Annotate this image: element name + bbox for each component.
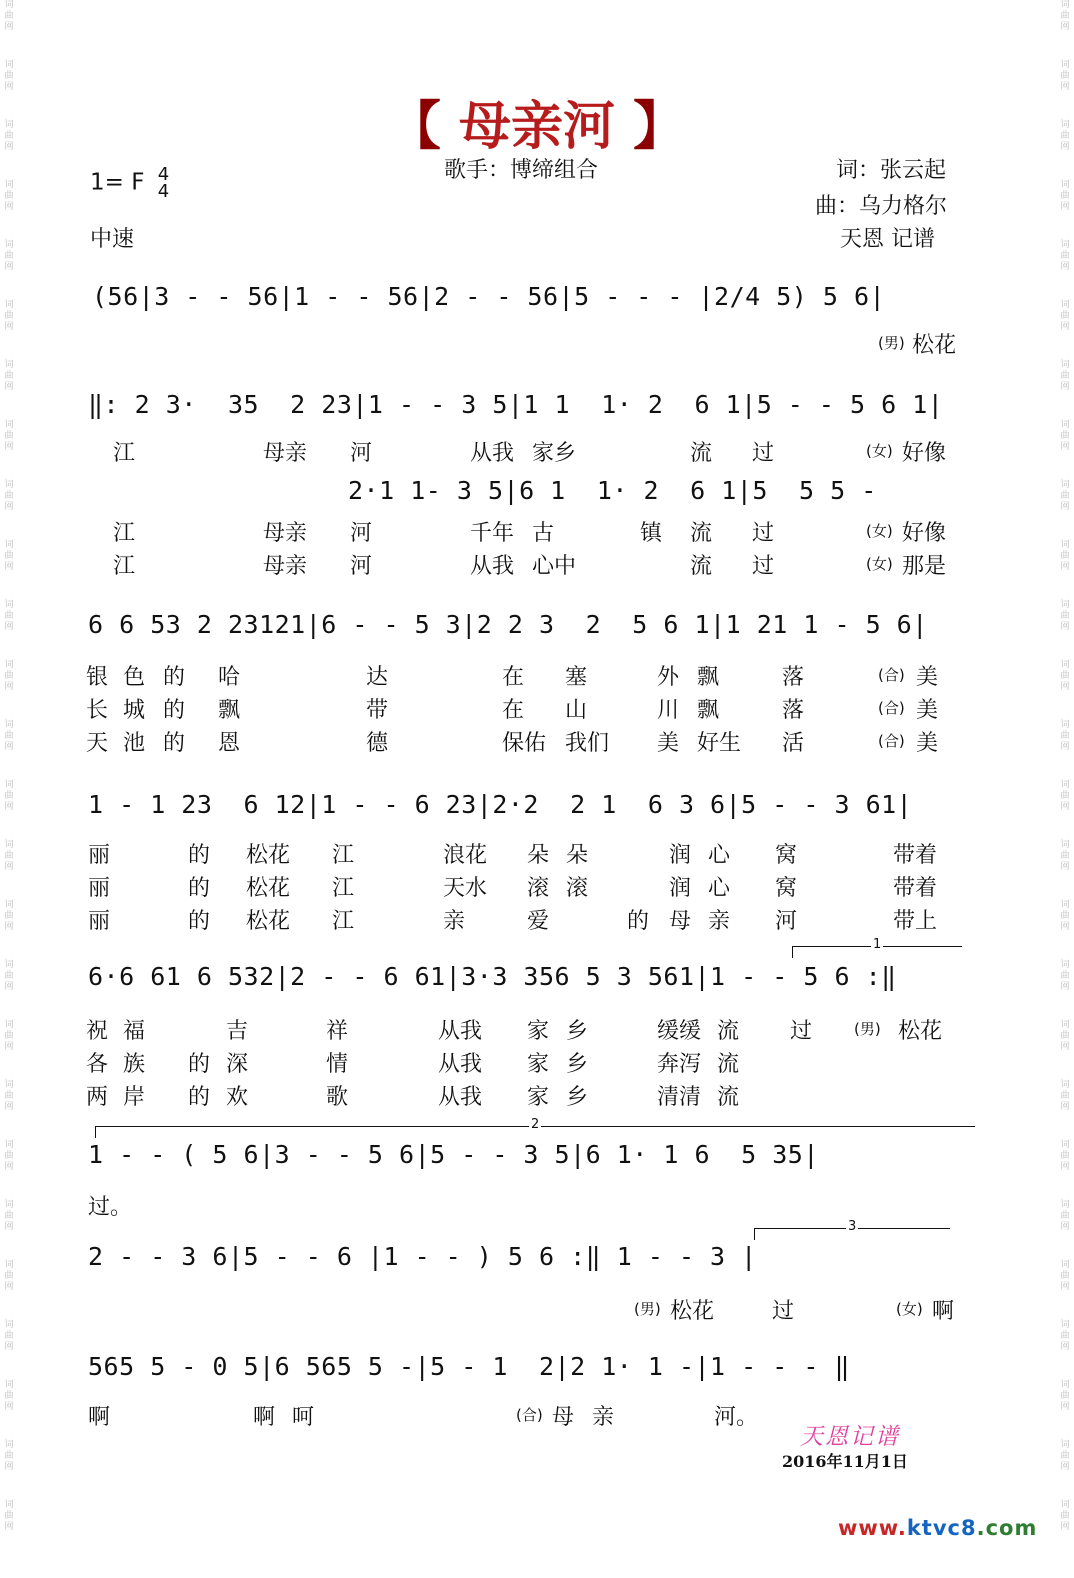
lyric-word: 天水 [443, 876, 488, 901]
lyric-word: 河。 [714, 1405, 759, 1430]
lyric-word: 母亲 [263, 554, 308, 579]
lyric-word: 江 [113, 441, 136, 466]
key-signature: 1= F 4 4 [90, 164, 170, 202]
lyric-word: 松花 [246, 876, 291, 901]
lyric-word: 清清 [657, 1085, 702, 1110]
lyric-word: 乡 [566, 1052, 589, 1077]
lyric-word: 带上 [893, 909, 938, 934]
title-bracket-close: 】 [633, 97, 686, 157]
lyric-word: 美 [916, 731, 939, 756]
title-bracket-open: 【 [388, 97, 441, 157]
website-logo: www.ktvc8.com [838, 1516, 1038, 1540]
lyric-word: 江 [332, 909, 355, 934]
lyric-word: 过 [752, 554, 775, 579]
jianpu-notes: 6·6 61 6 532|2 - - 6 61|3·3 356 5 3 561|1 - - 5 6 :‖ [88, 962, 897, 991]
lyric-word: 丽 [88, 876, 111, 901]
volta-tick [792, 946, 793, 958]
voice-part-marker: (女) [866, 522, 893, 540]
lyric-word: 的 [188, 843, 211, 868]
lyric-word: 城 [123, 698, 146, 723]
volta-number: 2 [531, 1117, 540, 1132]
lyric-word: 达 [366, 665, 389, 690]
voice-part-marker: (合) [878, 699, 905, 717]
lyric-word: 过。 [88, 1195, 133, 1220]
lyric-word: 镇 [640, 521, 663, 546]
jianpu-notes: 1 - - ( 5 6|3 - - 5 6|5 - - 3 5|6 1· 1 6 5 35| [88, 1140, 819, 1169]
lyric-word: 江 [113, 554, 136, 579]
lyric-word: 哈 [218, 665, 241, 690]
lyric-word: 情 [326, 1052, 349, 1077]
lyric-word: 从我 [470, 441, 515, 466]
lyric-word: 心 [708, 876, 731, 901]
lyric-word: 啊 [253, 1405, 276, 1430]
lyric-word: 落 [782, 698, 805, 723]
lyric-word: 的 [163, 665, 186, 690]
lyric-word: 奔泻 [657, 1052, 702, 1077]
lyric-word: 流 [717, 1085, 740, 1110]
voice-part-marker: (合) [516, 1406, 543, 1424]
lyric-line [0, 1190, 1074, 1220]
lyric-word: 流 [717, 1052, 740, 1077]
lyric-word: 飘 [697, 665, 720, 690]
lyric-word: 滚 [527, 876, 550, 901]
lyric-word: 家乡 [532, 441, 577, 466]
lyric-word: 河 [775, 909, 798, 934]
lyric-word: 福 [123, 1019, 146, 1044]
jianpu-notes: 6 6 53 2 23121|6 - - 5 3|2 2 3 2 5 6 1|1 21 1 - 5 6| [88, 610, 928, 639]
lyric-word: 飘 [218, 698, 241, 723]
volta-tick [95, 1126, 96, 1138]
jianpu-notes: 1 - 1 23 6 12|1 - - 6 23|2·2 2 1 6 3 6|5 - - 3 61| [88, 790, 913, 819]
lyric-word: 好像 [902, 521, 947, 546]
lyric-word: 松花 [670, 1299, 715, 1324]
lyric-word: 朵 [566, 843, 589, 868]
lyric-word: 落 [782, 665, 805, 690]
lyric-word: 爱 [527, 909, 550, 934]
lyric-word: 歌 [326, 1085, 349, 1110]
lyric-word: 流 [690, 521, 713, 546]
lyric-word: 的 [188, 909, 211, 934]
lyric-word: 从我 [438, 1019, 483, 1044]
voice-part-marker: (女) [866, 442, 893, 460]
lyric-word: 过 [772, 1299, 795, 1324]
lyric-word: 流 [690, 554, 713, 579]
lyric-word: 江 [332, 843, 355, 868]
lyric-word: 飘 [697, 698, 720, 723]
voice-part-marker: (男) [878, 334, 905, 352]
voice-part-marker: (男) [634, 1300, 661, 1318]
lyric-word: 带 [366, 698, 389, 723]
lyric-word: 的 [627, 909, 650, 934]
lyric-word: 恩 [218, 731, 241, 756]
voice-part-marker: (女) [866, 555, 893, 573]
lyric-word: 那是 [902, 554, 947, 579]
tempo-marking: 中速 [90, 227, 135, 252]
volta-tick [754, 1228, 755, 1240]
lyric-word: 活 [782, 731, 805, 756]
lyric-word: 窝 [775, 876, 798, 901]
lyric-line [0, 1014, 1074, 1044]
lyric-word: 江 [332, 876, 355, 901]
lyric-line [0, 1294, 1074, 1324]
lyric-word: 家 [527, 1052, 550, 1077]
lyric-word: 乡 [566, 1019, 589, 1044]
lyric-word: 河 [350, 554, 373, 579]
lyric-word: 川 [657, 698, 680, 723]
voice-part-marker: (女) [896, 1300, 923, 1318]
right-watermark-column: 词 曲 网 词 曲 网 词 曲 网 词 曲 网 词 曲 网 词 曲 网 词 曲 网 词 曲 网 词 曲 网 词 曲 网 词 曲 网 词 曲 网 词 曲 网 词 曲 网 词 曲 网 词 曲 网 词 曲 网 词 曲 网 词 曲 网 词 曲 网 词 曲 网 词 曲 网 词 曲 网 词 曲 网 词 曲 网 词 曲 网 [1060, 0, 1070, 1532]
volta-number: 1 [873, 937, 882, 952]
lyric-word: 过 [752, 441, 775, 466]
lyric-word: 河 [350, 521, 373, 546]
lyric-word: 美 [916, 665, 939, 690]
lyric-word: 两 [86, 1085, 109, 1110]
jianpu-notes: 565 5 - 0 5|6 565 5 -|5 - 1 2|2 1· 1 -|1 - - - ‖ [88, 1352, 851, 1381]
lyric-line [0, 1400, 1074, 1430]
song-title [0, 84, 1074, 159]
lyric-word: 好生 [697, 731, 742, 756]
lyric-word: 家 [527, 1019, 550, 1044]
lyric-line [0, 436, 1074, 466]
time-signature: 4 4 [157, 164, 170, 202]
lyric-word: 滚 [566, 876, 589, 901]
lyric-word: 浪花 [443, 843, 488, 868]
lyric-word: 族 [123, 1052, 146, 1077]
lyric-word: 丽 [88, 909, 111, 934]
lyric-line [0, 1080, 1074, 1110]
lyric-word: 亲 [592, 1405, 615, 1430]
lyric-word: 心 [708, 843, 731, 868]
voice-part-marker: (合) [878, 666, 905, 684]
lyric-line [0, 549, 1074, 579]
lyric-word: 母 [552, 1405, 575, 1430]
lyric-word: 心中 [532, 554, 577, 579]
volta-number: 3 [848, 1219, 857, 1234]
lyric-word: 的 [188, 1085, 211, 1110]
lyric-word: 各 [86, 1052, 109, 1077]
transcriber-credit: 天恩 记谱 [840, 227, 935, 252]
lyric-word: 好像 [902, 441, 947, 466]
lyric-word: 池 [123, 731, 146, 756]
lyric-word: 从我 [470, 554, 515, 579]
lyric-word: 银 [86, 665, 109, 690]
lyric-word: 在 [502, 665, 525, 690]
lyric-word: 家 [527, 1085, 550, 1110]
lyric-word: 松花 [898, 1019, 943, 1044]
lyric-word: 的 [163, 698, 186, 723]
lyric-word: 润 [669, 876, 692, 901]
lyric-word: 松花 [912, 333, 957, 358]
lyric-word: 乡 [566, 1085, 589, 1110]
jianpu-notes: ‖: 2 3· 35 2 23|1 - - 3 5|1 1 1· 2 6 1|5 - - 5 6 1| [88, 390, 944, 419]
lyric-word: 带着 [893, 843, 938, 868]
lyric-word: 古 [532, 521, 555, 546]
lyric-word: 母 [669, 909, 692, 934]
lyric-word: 长 [86, 698, 109, 723]
voice-part-marker: (男) [854, 1020, 881, 1038]
lyric-word: 千年 [470, 521, 515, 546]
lyric-word: 塞 [565, 665, 588, 690]
lyric-word: 啊 [932, 1299, 955, 1324]
voice-part-marker: (合) [878, 732, 905, 750]
singer-credit: 歌手：博缔组合 [444, 158, 599, 183]
lyric-word: 的 [188, 1052, 211, 1077]
lyric-word: 美 [916, 698, 939, 723]
lyric-word: 美 [657, 731, 680, 756]
lyric-word: 缓缓 [657, 1019, 702, 1044]
composer-credit: 曲：乌力格尔 [815, 194, 948, 219]
lyric-word: 过 [790, 1019, 813, 1044]
lyric-word: 母亲 [263, 441, 308, 466]
lyric-word: 深 [226, 1052, 249, 1077]
title-text: 母亲河 [458, 97, 615, 157]
lyric-word: 祥 [326, 1019, 349, 1044]
lyric-word: 天 [86, 731, 109, 756]
lyric-word: 丽 [88, 843, 111, 868]
lyric-word: 呵 [292, 1405, 315, 1430]
jianpu-notes: (56|3 - - 56|1 - - 56|2 - - 56|5 - - - |2/4 5) 5 6| [92, 282, 886, 311]
lyric-word: 亲 [443, 909, 466, 934]
lyric-word: 的 [188, 876, 211, 901]
lyric-word: 亲 [708, 909, 731, 934]
lyric-word: 欢 [226, 1085, 249, 1110]
lyric-word: 润 [669, 843, 692, 868]
lyric-word: 从我 [438, 1085, 483, 1110]
lyric-line [0, 516, 1074, 546]
lyric-word: 保佑 [502, 731, 547, 756]
lyric-word: 的 [163, 731, 186, 756]
lyric-line [0, 904, 1074, 934]
lyric-word: 过 [752, 521, 775, 546]
lyric-line [0, 328, 1074, 358]
jianpu-notes: 2 - - 3 6|5 - - 6 |1 - - ) 5 6 :‖ 1 - - 3 | [88, 1242, 757, 1271]
lyric-word: 色 [123, 665, 146, 690]
lyric-word: 松花 [246, 843, 291, 868]
lyric-line [0, 871, 1074, 901]
lyric-line [0, 693, 1074, 723]
lyric-word: 外 [657, 665, 680, 690]
lyric-word: 母亲 [263, 521, 308, 546]
lyric-word: 我们 [565, 731, 610, 756]
lyric-word: 松花 [246, 909, 291, 934]
lyric-word: 从我 [438, 1052, 483, 1077]
lyric-word: 在 [502, 698, 525, 723]
lyric-line [0, 660, 1074, 690]
lyric-line [0, 1047, 1074, 1077]
lyric-word: 朵 [527, 843, 550, 868]
lyric-word: 窝 [775, 843, 798, 868]
lyric-word: 江 [113, 521, 136, 546]
lyric-word: 山 [565, 698, 588, 723]
lyric-word: 流 [717, 1019, 740, 1044]
lyric-word: 吉 [226, 1019, 249, 1044]
transcription-date: 2016年11月1日 [782, 1452, 908, 1471]
lyric-word: 河 [350, 441, 373, 466]
transcriber-stamp: 天恩记谱 [800, 1424, 900, 1450]
lyric-word: 岸 [123, 1085, 146, 1110]
lyric-word: 德 [366, 731, 389, 756]
lyric-word: 祝 [86, 1019, 109, 1044]
lyric-line [0, 726, 1074, 756]
lyric-word: 啊 [88, 1405, 111, 1430]
lyricist-credit: 词：张云起 [836, 158, 947, 183]
jianpu-notes: 2·1 1- 3 5|6 1 1· 2 6 1|5 5 5 - [348, 476, 877, 505]
left-watermark-column: 词 曲 网 词 曲 网 词 曲 网 词 曲 网 词 曲 网 词 曲 网 词 曲 网 词 曲 网 词 曲 网 词 曲 网 词 曲 网 词 曲 网 词 曲 网 词 曲 网 词 曲 网 词 曲 网 词 曲 网 词 曲 网 词 曲 网 词 曲 网 词 曲 网 词 曲 网 词 曲 网 词 曲 网 词 曲 网 词 曲 网 [2, 0, 16, 1578]
lyric-word: 流 [690, 441, 713, 466]
lyric-word: 带着 [893, 876, 938, 901]
lyric-line [0, 838, 1074, 868]
